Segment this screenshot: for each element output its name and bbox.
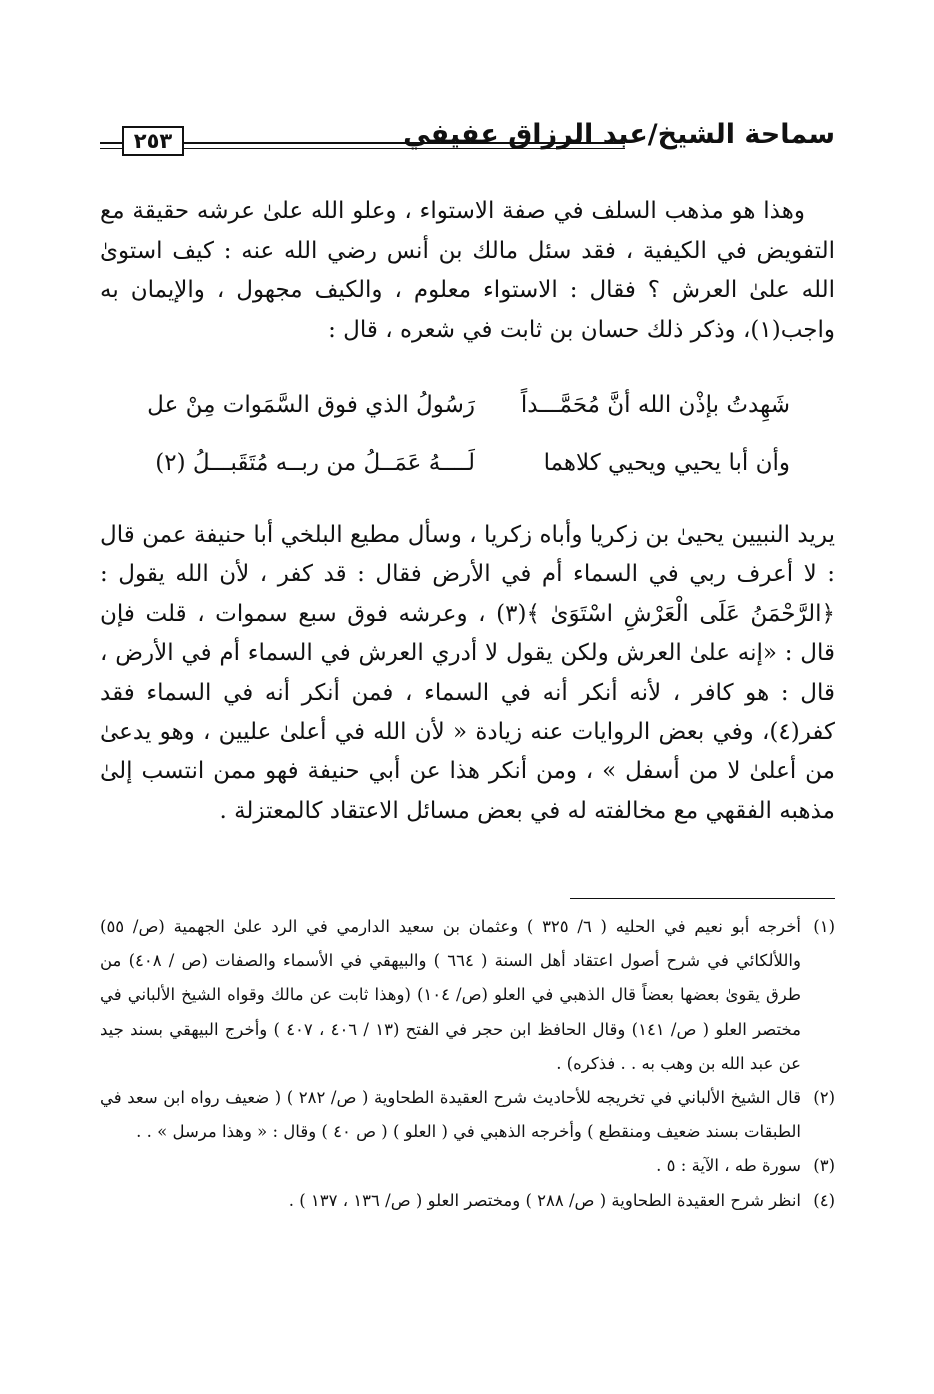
poem-verse-1 <box>130 392 790 450</box>
footnote-number: (١) <box>813 917 835 936</box>
footnote-number: (٤) <box>813 1190 835 1210</box>
verse-1-second-hemistich: رَسُولُ الذي فوق السَّمَوات مِنْ عل <box>147 392 475 418</box>
footnote-text: قال الشيخ الألباني في تخريجه للأحاديث شرح العقيدة الطحاوية ( ص/ ٢٨٢ ) ( ضعيف رواه ابن سعد في الطبقات بسند ضعيف ومنقطع ) وأخرجه الذهبي في ( العلو ) ( ص ٤٠ ) وقال : « وهذا مرسل » . . <box>100 1088 801 1142</box>
paragraph-2-text: يريد النبيين يحيىٰ بن زكريا وأباه زكريا ، وسأل مطيع البلخي أبا حنيفة عمن قال : لا أعرف ربي في السماء أم في الأرض فقال : قد كفر ، لأن الله يقول : ﴿الرَّحْمَنُ عَلَى الْعَرْشِ اسْتَوَىٰ ﴾(٣) ، وعرشه فوق سبع سموات ، قلت فإن قال : «إنه علىٰ العرش ولكن يقول لا أدري العرش في السماء أم في الأرض ، قال : هو كافر ، لأنه أنكر أنه في السماء ، فمن أنكر أنه في السماء فقد كفر(٤)، وفي بعض الروايات عنه زيادة « لأن الله في أعلىٰ عليين ، وهو يدعىٰ من أعلىٰ لا من أسفل » ، ومن أنكر هذا عن أبي حنيفة فهو ممن انتسب إلىٰ مذهبه الفقهي مع مخالفته له في بعض مسائل الاعتقاد كالمعتزلة . <box>100 522 835 824</box>
verse-1-first-hemistich: شَهِدتُ بإذْن الله أنَّ مُحَمَّـــداً <box>520 392 790 418</box>
poem-verse-2 <box>130 450 790 508</box>
footnote-text: انظر شرح العقيدة الطحاوية ( ص/ ٢٨٨ ) ومختصر العلو ( ص/ ١٣٦ ، ١٣٧ ) . <box>288 1190 801 1210</box>
header-rule-left <box>100 142 122 149</box>
footnotes <box>100 910 835 1218</box>
running-title: سماحة الشيخ/عبد الرزاق عفيفي <box>403 119 835 150</box>
footnote <box>100 1081 835 1149</box>
footnote <box>100 910 835 1081</box>
page-number: ٢٥٣ <box>122 126 184 156</box>
poem <box>130 392 790 508</box>
footnote-separator <box>570 898 835 899</box>
footnote-text: سورة طه ، الآية : ٥ . <box>656 1156 801 1176</box>
verse-2-first-hemistich: وأن أبا يحيي ويحيي كلاهما <box>543 450 790 476</box>
main-paragraph-2 <box>100 516 835 831</box>
footnote-number: (٣) <box>813 1156 835 1176</box>
main-paragraph-1 <box>100 192 835 350</box>
verse-2-second-hemistich: لَــــهُ عَمَــلُ من ربــه مُتَقَبـــلُ (٢) <box>155 450 475 476</box>
paragraph-1-text: وهذا هو مذهب السلف في صفة الاستواء ، وعلو الله علىٰ عرشه حقيقة مع التفويض في الكيفية ، فقد سئل مالك بن أنس رضي الله عنه : كيف استوىٰ الله علىٰ العرش ؟ فقال : الاستواء معلوم ، والكيف مجهول ، والإيمان به واجب(١)، وذكر ذلك حسان بن ثابت في شعره ، قال : <box>100 198 835 343</box>
footnote-text: أخرجه أبو نعيم في الحليه ( ٦/ ٣٢٥ ) وعثمان بن سعيد الدارمي في الرد علىٰ الجهمية (ص/ ٥٥) واللألكائي في شرح أصول اعتقاد أهل السنة ( ٦٦٤ ) والبيهقي في الأسماء والصفات (ص / ٤٠٨) من طرق يقوىٰ بعضها بعضاً قال الذهبي في العلو (ص/ ١٠٤) (وهذا ثابت عن مالك وقواه الشيخ الألباني في مختصر العلو ( ص/ ١٤١) وقال الحافظ ابن حجر في الفتح (١٣ / ٤٠٦ ، ٤٠٧ ) وأخرج البيهقي بسند جيد عن عبد الله بن وهب به . . فذكره) . <box>100 917 801 1073</box>
footnote <box>100 1149 835 1183</box>
page-header <box>100 118 835 162</box>
footnote <box>100 1184 835 1218</box>
footnote-number: (٢) <box>813 1088 835 1108</box>
